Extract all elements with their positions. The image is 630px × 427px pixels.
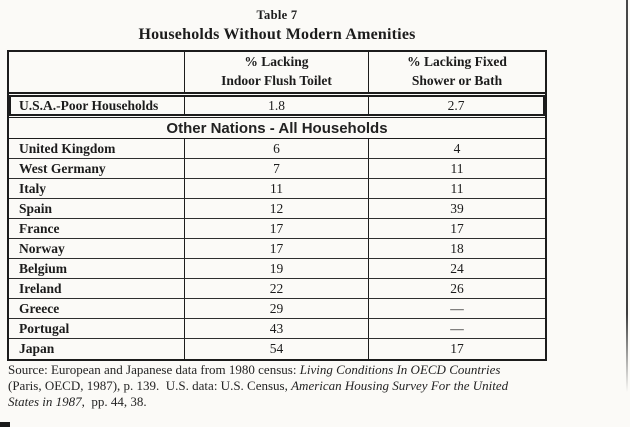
country-name: Italy — [19, 180, 46, 196]
shower-value: 18 — [368, 239, 545, 258]
toilet-value: 17 — [184, 239, 368, 258]
header-empty-cell — [9, 52, 184, 92]
header-line: % Lacking — [244, 54, 309, 70]
source-citation-title: States in 1987 — [8, 393, 82, 409]
country-name: France — [19, 220, 60, 236]
table-title-block — [7, 8, 547, 44]
toilet-value: 11 — [184, 179, 368, 198]
shower-value: 4 — [368, 139, 545, 158]
table-row — [9, 159, 545, 179]
country-name: West Germany — [19, 160, 106, 176]
shower-value: 11 — [368, 179, 545, 198]
toilet-value: 17 — [184, 219, 368, 238]
page-title: Households Without Modern Amenities — [138, 26, 416, 43]
section-header-label: Other Nations - All Households — [166, 119, 388, 137]
table-row — [9, 279, 545, 299]
shower-value: 26 — [368, 279, 545, 298]
shower-value: — — [368, 299, 545, 318]
scan-artifact-mark — [0, 422, 10, 427]
header-line: Shower or Bath — [411, 73, 503, 88]
table-row — [9, 219, 545, 239]
header-line: Indoor Flush Toilet — [221, 73, 332, 88]
shower-value: — — [368, 319, 545, 338]
table-row — [9, 259, 545, 279]
table-row — [9, 339, 545, 359]
usa-toilet-value: 1.8 — [184, 97, 368, 114]
source-text: (Paris, OECD, 1987), p. 139. U.S. data: U.S. Census, — [8, 377, 292, 393]
usa-row-label: U.S.A.-Poor Households — [19, 97, 159, 113]
amenities-table — [7, 50, 547, 361]
table-row — [9, 319, 545, 339]
country-name: Belgium — [19, 260, 68, 276]
table-row — [9, 199, 545, 219]
country-name: Japan — [19, 341, 55, 356]
toilet-value: 19 — [184, 259, 368, 278]
toilet-value: 7 — [184, 159, 368, 178]
source-text: Source: European and Japanese data from 1980 census: — [8, 362, 300, 377]
source-text: , pp. 44, 38. — [81, 393, 147, 409]
table-row — [9, 299, 545, 319]
usa-shower-value: 2.7 — [368, 97, 543, 114]
table-row — [9, 139, 545, 159]
toilet-value: 54 — [184, 339, 368, 359]
header-toilet-column — [184, 52, 368, 92]
source-citation-title: Living Conditions In OECD Countries — [299, 362, 501, 377]
source-citation-title: American Housing Survey For the United — [291, 377, 509, 393]
table-number: Table 7 — [256, 8, 298, 22]
country-rows — [9, 139, 545, 359]
source-note — [8, 362, 583, 409]
toilet-value: 12 — [184, 199, 368, 218]
country-name: Greece — [19, 300, 60, 316]
shower-value: 39 — [368, 199, 545, 218]
shower-value: 17 — [368, 339, 545, 359]
toilet-value: 29 — [184, 299, 368, 318]
country-name: Ireland — [19, 280, 62, 296]
table-row — [9, 239, 545, 259]
page-edge-line — [626, 0, 628, 392]
shower-value: 11 — [368, 159, 545, 178]
source-line — [8, 394, 583, 410]
country-name: Portugal — [19, 320, 70, 336]
shower-value: 17 — [368, 219, 545, 238]
table-header-row — [9, 52, 545, 94]
toilet-value: 43 — [184, 319, 368, 338]
section-header-row — [9, 117, 545, 139]
source-line — [8, 378, 583, 394]
shower-value: 24 — [368, 259, 545, 278]
table-row — [9, 179, 545, 199]
header-line: % Lacking Fixed — [407, 54, 507, 70]
usa-poor-households-row — [9, 95, 545, 116]
country-name: Spain — [19, 200, 53, 216]
country-name: United Kingdom — [19, 140, 116, 156]
toilet-value: 22 — [184, 279, 368, 298]
country-name: Norway — [19, 240, 65, 256]
toilet-value: 6 — [184, 139, 368, 158]
header-shower-column — [368, 52, 545, 92]
source-line — [8, 362, 583, 378]
